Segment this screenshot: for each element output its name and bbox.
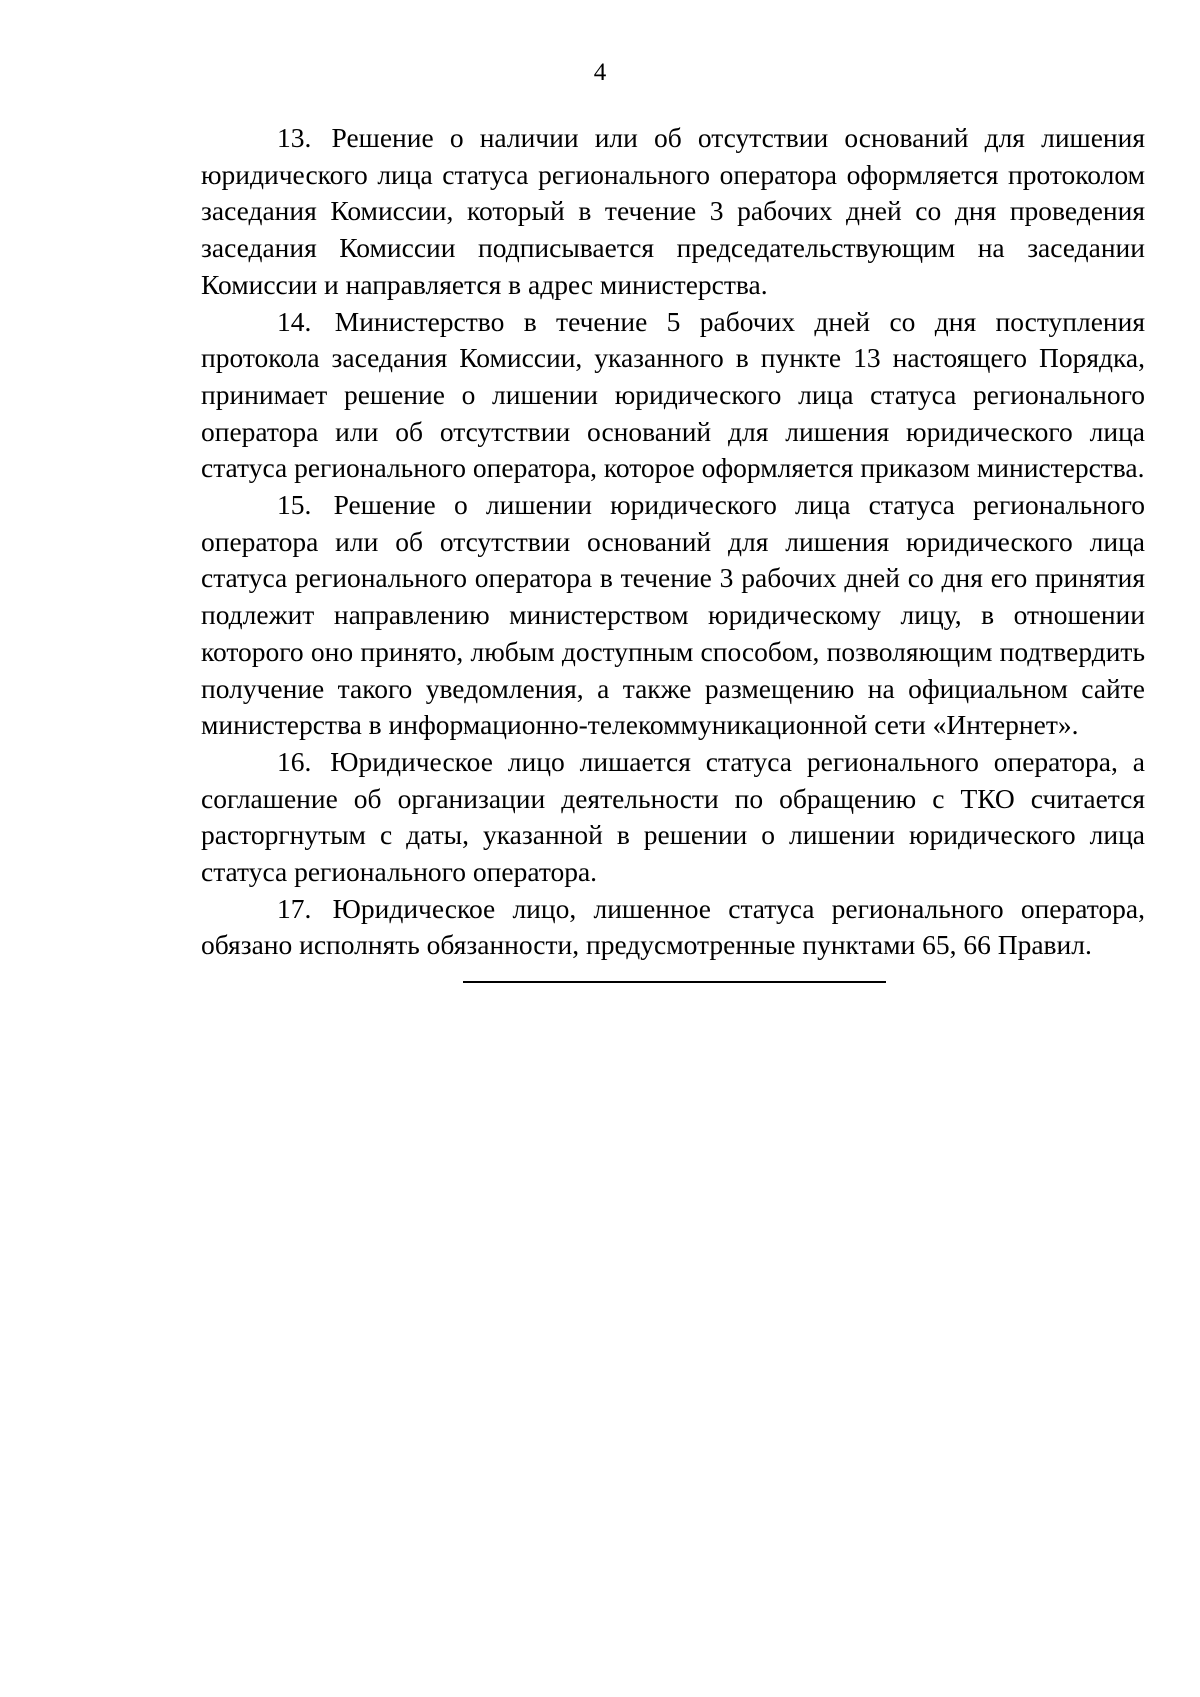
paragraph-number: 15.	[277, 489, 312, 521]
paragraph-number: 16.	[277, 745, 312, 777]
paragraph-number: 13.	[277, 122, 312, 153]
paragraph-15	[201, 487, 1145, 744]
paragraph-text: Решение о наличии или об отсутствии оснований для лишения юридического лица статуса регионального оператора оформляется протоколом заседания Комиссии, который в течение 3 рабочих дней со дня проведения заседания Комиссии подписывается председательствующим на заседании Комиссии и направляется в адрес министерства.	[201, 122, 1145, 300]
paragraph-text: Юридическое лицо, лишенное статуса регионального оператора, обязано исполнять обязанности, предусмотренные пунктами 65, 66 Правил.	[201, 892, 1145, 961]
paragraph-number: 14.	[277, 305, 312, 337]
end-of-document-rule	[463, 981, 886, 983]
paragraph-text: Юридическое лицо лишается статуса регионального оператора, а соглашение об организации деятельности по обращению с ТКО считается расторгнутым с даты, указанной в решении о лишении юридического лица статуса регионального оператора.	[201, 745, 1145, 888]
paragraph-13	[201, 120, 1145, 304]
paragraph-text: Решение о лишении юридического лица статуса регионального оператора или об отсутствии оснований для лишения юридического лица статуса регионального оператора в течение 3 рабочих дней со дня его принятия подлежит направлению министерством юридическому лицу, в отношении которого оно принято, любым доступным способом, позволяющим подтвердить получение такого уведомления, а также размещению на официальном сайте министерства в информационно-телекоммуникационной сети «Интернет».	[201, 489, 1145, 741]
paragraph-17	[201, 891, 1145, 964]
paragraph-number: 17.	[277, 892, 312, 924]
page-number: 4	[593, 59, 607, 86]
paragraph-14	[201, 304, 1145, 488]
paragraph-text: Министерство в течение 5 рабочих дней со дня поступления протокола заседания Комиссии, указанного в пункте 13 настоящего Порядка, принимает решение о лишении юридического лица статуса регионального оператора или об отсутствии оснований для лишения юридического лица статуса регионального оператора, которое оформляется приказом министерства.	[201, 305, 1145, 484]
paragraph-16	[201, 744, 1145, 891]
document-body	[201, 120, 1145, 983]
